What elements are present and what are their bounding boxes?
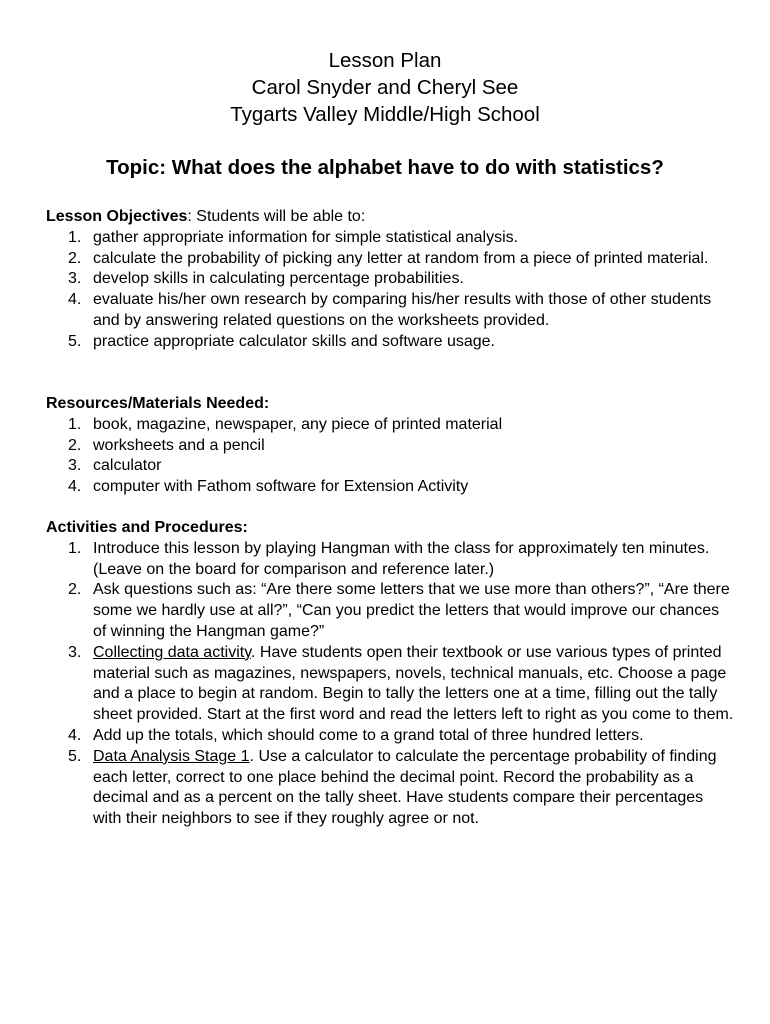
resources-heading — [46, 394, 736, 415]
activities-heading — [46, 518, 736, 539]
objectives-heading-intro: : Students will be able to: — [187, 208, 366, 225]
topic-heading: Topic: What does the alphabet have to do with statistics? — [106, 156, 664, 179]
list-item-text: . Have students open their textbook or use various types of printed material such as magazines, newspapers, novels, technical manuals, etc. Choose a page and a place to begin at random. Begin to tally the letters one at a time, filling out the tally sheet provided. Start at the first word and read the letters left to right as you come to them. — [93, 643, 734, 724]
list-item-text: . Use a calculator to calculate the percentage probability of finding each letter, correct to one place behind the decimal point. Record the probability as a decimal and as a percent on the tally sheet. Have students compare their percentages with their neighbors to see if they roughly agree or not. — [93, 747, 717, 828]
list-item — [46, 332, 736, 353]
list-item-text: Introduce this lesson by playing Hangman with the class for approximately ten minutes. (Leave on the board for comparison and reference later.) — [93, 539, 710, 578]
list-item — [46, 580, 736, 642]
list-item — [46, 436, 736, 457]
list-item-text: calculate the probability of picking any letter at random from a piece of printed material. — [93, 249, 709, 267]
list-item-number: 1. — [68, 539, 82, 557]
objectives-list — [46, 228, 736, 353]
activities-list — [46, 539, 736, 830]
list-item-number: 2. — [68, 249, 82, 267]
resources-section — [46, 394, 736, 498]
list-item-number: 3. — [68, 643, 82, 661]
list-item-text: calculator — [93, 457, 162, 475]
objectives-section — [46, 207, 736, 353]
list-item-number: 2. — [68, 581, 82, 599]
list-item-text: Add up the totals, which should come to a grand total of three hundred letters. — [93, 726, 644, 744]
list-item-number: 5. — [68, 747, 82, 765]
list-item — [46, 228, 736, 249]
list-item — [46, 249, 736, 270]
document-header — [0, 47, 770, 128]
activities-heading-label: Activities and Procedures: — [46, 519, 248, 536]
list-item — [46, 477, 736, 498]
list-item-text: computer with Fathom software for Extension Activity — [93, 478, 469, 496]
list-item — [46, 747, 736, 830]
list-item-text: practice appropriate calculator skills and software usage. — [93, 332, 495, 350]
document-authors: Carol Snyder and Cheryl See — [251, 76, 519, 99]
list-item-text: book, magazine, newspaper, any piece of printed material — [93, 415, 503, 433]
objectives-heading-label: Lesson Objectives — [46, 208, 188, 225]
list-item-number: 4. — [68, 478, 82, 496]
document-school: Tygarts Valley Middle/High School — [230, 103, 540, 126]
list-item-number: 3. — [68, 270, 82, 288]
list-item — [46, 726, 736, 747]
activities-section — [46, 518, 736, 830]
list-item-text: worksheets and a pencil — [93, 436, 265, 454]
list-item-number: 1. — [68, 228, 82, 246]
list-item-number: 4. — [68, 291, 82, 309]
list-item — [46, 539, 736, 581]
list-item-number: 3. — [68, 457, 82, 475]
list-item-number: 5. — [68, 332, 82, 350]
list-item — [46, 290, 736, 332]
list-item-text: gather appropriate information for simple statistical analysis. — [93, 228, 519, 246]
resources-heading-label: Resources/Materials Needed: — [46, 395, 270, 412]
list-item-number: 2. — [68, 436, 82, 454]
list-item-number: 4. — [68, 726, 82, 744]
list-item-text: develop skills in calculating percentage probabilities. — [93, 270, 464, 288]
list-item — [46, 269, 736, 290]
collecting-data-activity-label: Collecting data activity — [93, 643, 251, 661]
objectives-heading — [46, 207, 736, 228]
list-item — [46, 643, 736, 726]
list-item-text: evaluate his/her own research by comparing his/her results with those of other students and by answering related questions on the worksheets provided. — [93, 291, 712, 329]
data-analysis-stage-label: Data Analysis Stage 1 — [93, 747, 250, 765]
document-title: Lesson Plan — [328, 49, 442, 72]
list-item — [46, 456, 736, 477]
list-item-number: 1. — [68, 415, 82, 433]
resources-list — [46, 415, 736, 498]
list-item-text: Ask questions such as: “Are there some letters that we use more than others?”, “Are there some we hardly use at all?”, “Can you predict the letters that would improve our chances of winning the Hangman game?” — [93, 581, 730, 640]
list-item — [46, 415, 736, 436]
